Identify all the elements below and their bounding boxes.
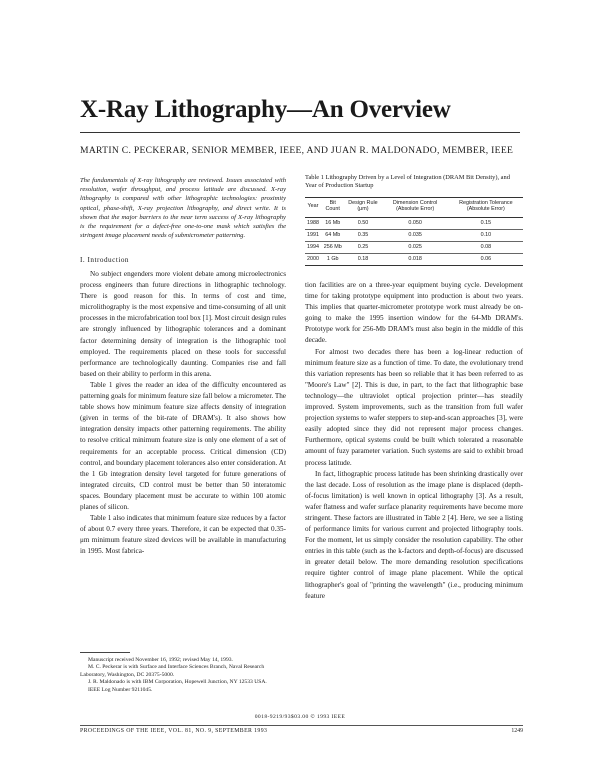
table-header-cell: Registration Tolerance (Absolute Error) [449,198,523,218]
copyright-line: 0018-9219/93$03.00 © 1993 IEEE [254,714,346,720]
table-cell: 256 Mb [321,241,344,253]
paragraph: Table 1 also indicates that minimum feature size reduces by a factor of about 0.7 every three years. Therefore, it can be expected that 0.35-μm minimum feature sized devices will be available in manufacturing in 1995. Most fabrica- [80,514,286,556]
footnote-line: IEEE Log Number 9211045. [88,686,153,693]
table-cell: 1991 [305,229,321,241]
table-row [305,229,523,241]
section-heading: I. Introduction [80,256,130,264]
paragraph: No subject engenders more violent debate among microelectronics process engineers than future directions in lithographic technology. There is good reason for this. In terms of cost and time, microlithography is the most expensive and time-consuming of all unit processes in the microfabrication tool box [1]. Most circuit design rules are strongly influenced by lithographic tolerances and a dominant factor determining density of integration is the lithographic tool employed. The requirements placed on these tools for successful performance are technologically daunting. Companies rise and fall based on their ability to perform in this arena. [80,270,286,378]
table-header-cell: Design Rule (μm) [344,198,381,218]
table-cell: 0.15 [449,217,523,229]
table-cell: 64 Mb [321,229,344,241]
table-header-row [305,198,523,218]
table-cell: 0.08 [449,241,523,253]
page-number: 1249 [511,728,523,734]
table-row [305,217,523,229]
footnote [80,657,286,694]
table-cell: 0.25 [344,241,381,253]
journal-citation: PROCEEDINGS OF THE IEEE, VOL. 81, NO. 9, SEPTEMBER 1993 [80,728,268,734]
table-cell: 1994 [305,241,321,253]
table-header-cell: Bit Count [321,198,344,218]
table-cell: 0.18 [344,253,381,265]
table-row [305,241,523,253]
table-cell: 0.018 [382,253,449,265]
table-cell: 0.10 [449,229,523,241]
table-cell: 0.50 [344,217,381,229]
abstract: The fundamentals of X-ray lithography are reviewed. Issues associated with resolution, wafer throughput, and process latitude are discussed. X-ray lithography is compared with other lithographic technologies: proximity optical, phase-shift, X-ray projection lithography, and direct write. It is shown that the major barriers to the near term success of X-ray lithography is the requirement for a defect-free one-to-one mask which satisfies the stringent image placement needs of submicrometer patterning. [80,177,286,240]
table-cell: 0.06 [449,253,523,265]
footnote-line: Manuscript received November 16, 1992; revised May 14, 1993. [88,657,233,663]
footnote-line: M. C. Peckerar is with Surface and Interface Sciences Branch, Naval Research Laboratory, Washington, DC 20375-5000. [80,664,265,678]
table-cell: 0.050 [382,217,449,229]
data-table [305,197,523,266]
paper-title: X-Ray Lithography—An Overview [80,96,451,123]
footer-rule [80,725,523,726]
table-cell: 1 Gb [321,253,344,265]
table-cell: 0.025 [382,241,449,253]
table-cell: 0.035 [382,229,449,241]
footnote-rule [80,652,130,653]
table-row [305,253,523,265]
footnote-line: J. R. Maldonado is with IBM Corporation, Hopewell Junction, NY 12533 USA. [88,679,267,686]
table-cell: 16 Mb [321,217,344,229]
authors-line: MARTIN C. PECKERAR, SENIOR MEMBER, IEEE, AND JUAN R. MALDONADO, MEMBER, IEEE [80,145,514,156]
table-header-cell: Year [305,198,321,218]
left-column-body [80,269,286,557]
table-cell: 0.35 [344,229,381,241]
table-cell: 2000 [305,253,321,265]
paragraph: Table 1 gives the reader an idea of the difficulty encountered as patterning goals for minimum feature size fall below a micrometer. The table shows how minimum feature size affects density of integration (given in terms of the bit-rate of DRAM's). It also shows how integration density impacts other patterning requirements. The ability to resolve critical minimum feature size is only one element of a set of requirements for an acceptable process. Critical dimension (CD) control, and boundary placement tolerances also enter consideration. At the 1 Gb integration density level targeted for future generations of integrated circuits, CD control must be better than 50 interatomic spaces. Boundary placement must be accurate to within 100 atomic planes of silicon. [80,380,286,511]
table-caption: Table 1 Lithography Driven by a Level of Integration (DRAM Bit Density), and Year of Production Startup [305,174,510,190]
table-cell: 1988 [305,217,321,229]
paragraph: tion facilities are on a three-year equipment buying cycle. Development time for taking prototype equipment into production is about two years. This implies that quarter-micrometer prototype work must already be on-going to make the 1995 insertion window for the 64-Mb DRAM's. Prototype work for 256-Mb DRAM's must also begin in the middle of this decade. [305,281,523,345]
paragraph: In fact, lithographic process latitude has been shrinking drastically over the last decade. Loss of resolution as the image plane is displaced (depth-of-focus limitation) is well known in optical lithography [3]. As a result, wafer flatness and wafer surface planarity requirements have become more stringent. These factors are illustrated in Table 2 [4]. Here, we see a listing of performance limits for various current and projected lithography tools. For the moment, let us simply consider the resolution capability. The other entries in this table (such as the k-factors and depth-of-focus) are discussed in greater detail below. The more demanding resolution specifications require tighter control of image plane placement. While the optical lithographer's goal of "printing the wavelength" (i.e., producing minimum feature [305,469,523,600]
right-column-body [305,280,523,602]
title-rule [80,132,520,133]
table-header-cell: Dimension Control (Absolute Error) [382,198,449,218]
paragraph: For almost two decades there has been a log-linear reduction of minimum feature size as a function of time. To date, the evolutionary trend this variation represents has been so reliable that it has been referred to as "Moore's Law" [2]. This is due, in part, to the fact that lithographic base technology—the ultraviolet optical projection printer—has steadily improved. System improvements, such as the transition from full wafer projection systems to wafer steppers to step-and-scan approaches [3], were easily adopted since they did not represent major process changes. Furthermore, optical systems could be built which tolerated a reasonable amount of fuzy parameter variation. Such systems are said to exhibit broad process latitude. [305,347,523,467]
